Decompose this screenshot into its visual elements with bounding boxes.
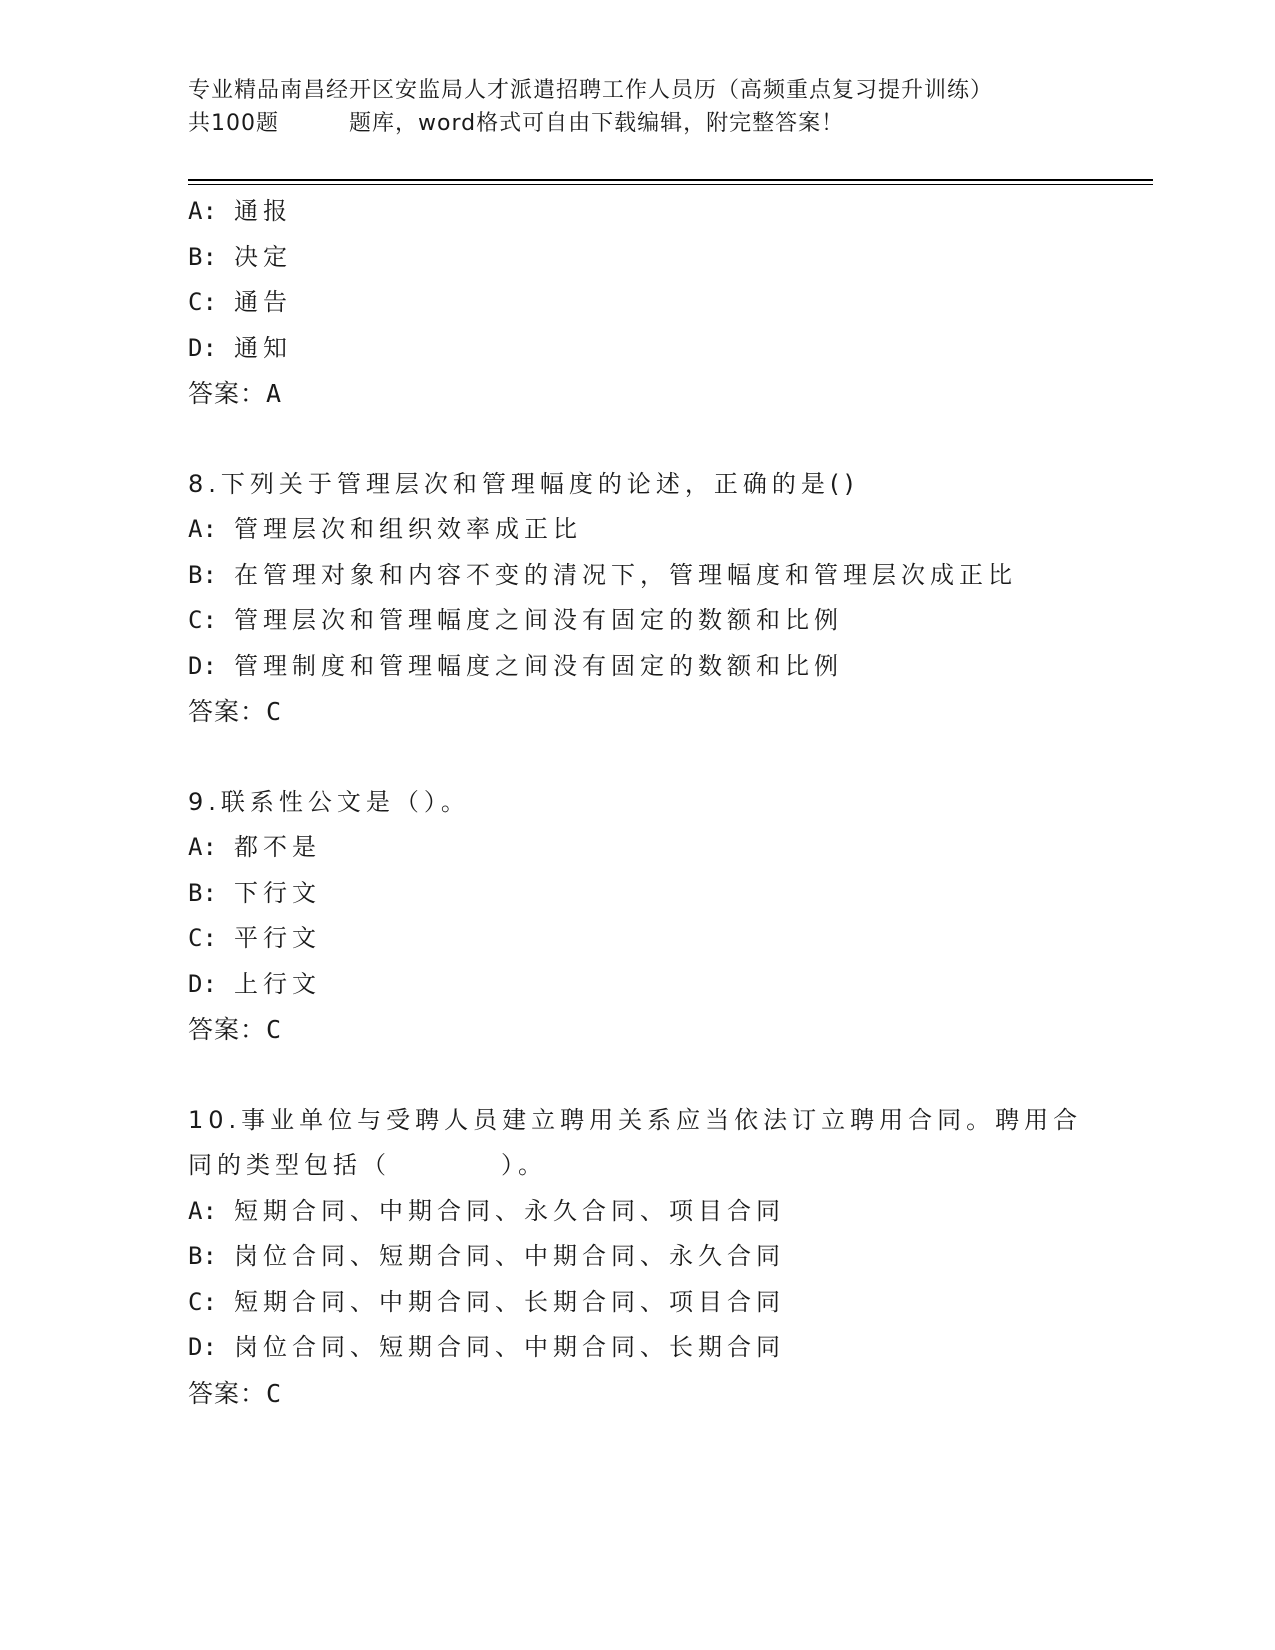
header-question-count: 共100题 xyxy=(188,111,279,136)
option-d: D: 上行文 xyxy=(188,969,321,998)
option-b: B: 在管理对象和内容不变的清况下，管理幅度和管理层次成正比 xyxy=(188,560,1017,589)
page-header xyxy=(188,74,1148,140)
option-d: D: 岗位合同、短期合同、中期合同、长期合同 xyxy=(188,1333,785,1361)
question-list xyxy=(188,189,1153,1416)
option-a: A: 通报 xyxy=(188,197,292,225)
header-title: 专业精品南昌经开区安监局人才派遣招聘工作人员历（高频重点复习提升训练） xyxy=(188,78,994,103)
option-a: A: 都不是 xyxy=(188,833,321,861)
header-divider-thick xyxy=(188,179,1153,181)
answer: 答案：C xyxy=(188,1015,283,1044)
question-fragment xyxy=(188,189,1153,417)
question-stem: 8.下列关于管理层次和管理幅度的论述，正确的是() xyxy=(188,469,859,498)
question-stem: 9.联系性公文是（）。 xyxy=(188,787,470,816)
question-stem-line-2: 同的类型包括（ ）。 xyxy=(188,1151,547,1179)
option-c: C: 短期合同、中期合同、长期合同、项目合同 xyxy=(188,1287,785,1316)
question-10 xyxy=(188,1098,1153,1417)
option-c: C: 通告 xyxy=(188,288,292,316)
option-c: C: 管理层次和管理幅度之间没有固定的数额和比例 xyxy=(188,606,843,634)
option-b: B: 下行文 xyxy=(188,878,321,907)
option-a: A: 短期合同、中期合同、永久合同、项目合同 xyxy=(188,1196,785,1225)
question-8 xyxy=(188,462,1153,735)
answer: 答案：C xyxy=(188,1378,283,1408)
option-a: A: 管理层次和组织效率成正比 xyxy=(188,515,582,543)
header-subtitle xyxy=(188,107,1148,140)
option-d: D: 管理制度和管理幅度之间没有固定的数额和比例 xyxy=(188,651,843,680)
question-stem-line-1: 10.事业单位与受聘人员建立聘用关系应当依法订立聘用合同。聘用合 xyxy=(188,1105,1083,1134)
option-c: C: 平行文 xyxy=(188,924,321,952)
question-9 xyxy=(188,780,1153,1053)
header-description: 题库，word格式可自由下载编辑，附完整答案！ xyxy=(349,111,845,136)
option-d: D: 通知 xyxy=(188,333,292,362)
answer: 答案：A xyxy=(188,379,283,408)
option-b: B: 岗位合同、短期合同、中期合同、永久合同 xyxy=(188,1242,785,1270)
option-b: B: 决定 xyxy=(188,242,292,271)
answer: 答案：C xyxy=(188,697,283,726)
header-divider-thin xyxy=(188,184,1153,185)
